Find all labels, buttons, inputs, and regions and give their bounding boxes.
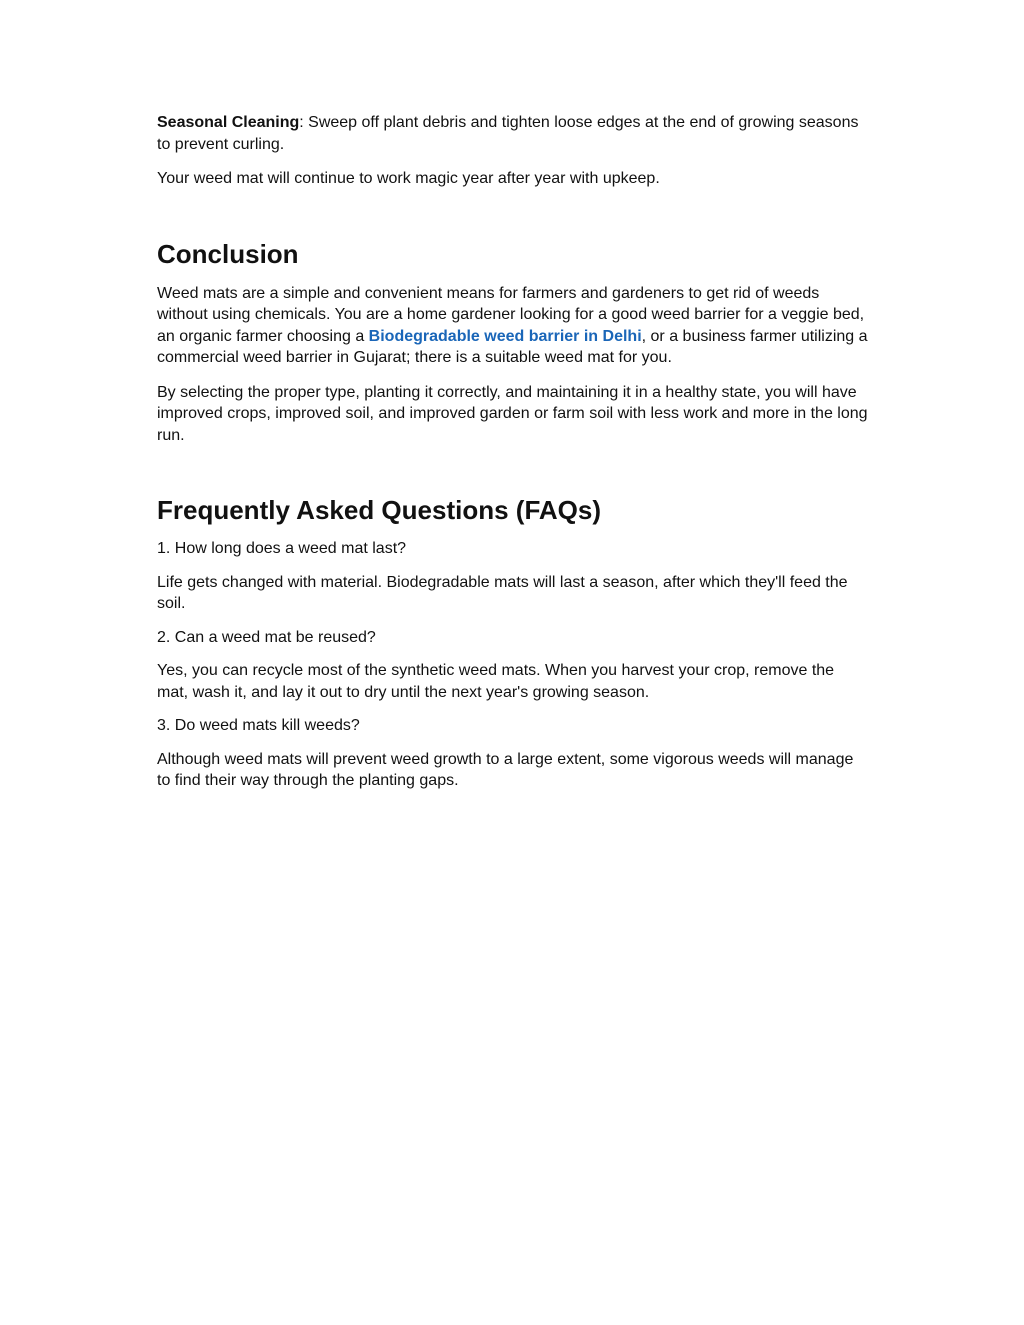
faq-question-2: 2. Can a weed mat be reused? [157,628,376,646]
faq-heading: Frequently Asked Questions (FAQs) [157,495,602,525]
conclusion-heading: Conclusion [157,238,299,269]
faq-question-1: 1. How long does a weed mat last? [157,540,407,557]
faq-answer-2: Yes, you can recycle most of the synthetic weed mats. When you harvest your crop, remove the mat, wash it, and lay it out to dry until the next year's growing season. [157,662,835,701]
conclusion-paragraph-2: By selecting the proper type, planting it correctly, and maintaining it in a healthy state, you will have improved crops, improved soil, and improved garden or farm soil with less work and more in the long run. [157,383,868,444]
seasonal-cleaning-paragraph [157,112,869,155]
seasonal-cleaning-text: : Sweep off plant debris and tighten loose edges at the end of growing seasons to prevent curling. [157,114,859,153]
faq-answer-3: Although weed mats will prevent weed growth to a large extent, some vigorous weeds will manage to find their way through the planting gaps. [157,750,854,789]
conclusion-text-before-link: Weed mats are a simple and convenient means for farmers and gardeners to get rid of weeds without using chemicals. You are a home gardener looking for a good weed barrier for a veggie bed, an organic farmer choosing a [157,284,865,345]
conclusion-text-after-link: , or a business farmer utilizing a commercial weed barrier in Gujarat; there is a suitable weed mat for you. [157,327,868,366]
faq-answer-1: Life gets changed with material. Biodegradable mats will last a season, after which they'll feed the soil. [157,573,848,612]
upkeep-paragraph: Your weed mat will continue to work magic year after year with upkeep. [157,170,660,187]
document-page [157,112,869,792]
conclusion-paragraph-1 [157,283,869,369]
biodegradable-weed-barrier-link[interactable]: Biodegradable weed barrier in Delhi [368,327,642,345]
seasonal-cleaning-label: Seasonal Cleaning [157,114,300,131]
faq-question-3: 3. Do weed mats kill weeds? [157,717,360,734]
